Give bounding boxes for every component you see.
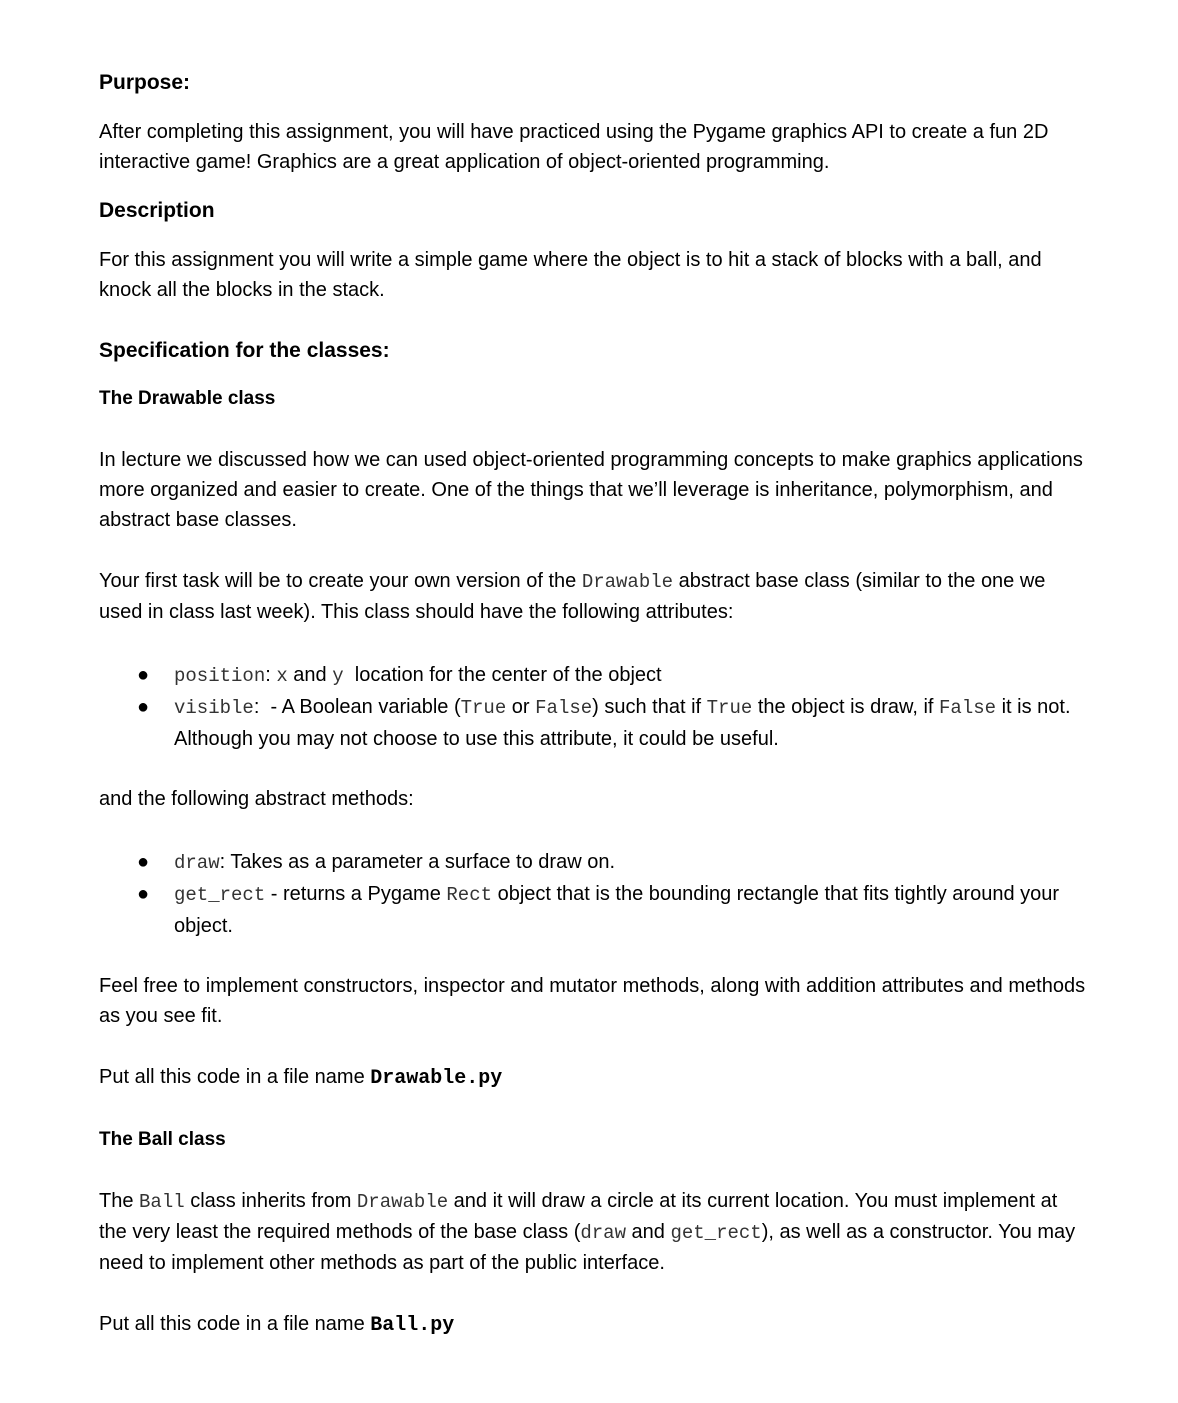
list-item-draw [99,847,1089,879]
attr-position-and: and [287,664,333,686]
methods-intro: and the following abstract methods: [99,788,414,810]
attr-visible-text-1: : - A Boolean variable ( [253,696,461,718]
attr-visible-text-3: ) such that if [592,696,707,718]
ball-code-ball: Ball [139,1191,185,1213]
ball-code-get-rect: get_rect [670,1222,762,1244]
method-get-rect-name: get_rect [174,884,266,906]
list-item-visible [99,692,1089,755]
drawable-file-paragraph [99,1062,1089,1094]
method-get-rect-text-2: object that is the bounding rectangle that fits tightly around your object. [174,883,1060,937]
attr-position-y: y [332,665,344,687]
feel-free-paragraph: Feel free to implement constructors, inspector and mutator methods, along with addition attributes and methods as you see fit. [99,975,1086,1027]
attr-position-sep: : [265,664,277,686]
ball-text-1: The [99,1190,140,1212]
ball-text-5: ), as well as a constructor. You may need to implement other methods as part of the public interface. [99,1221,1076,1274]
attr-visible-text-2: or [506,696,536,718]
method-draw-text: : Takes as a parameter a surface to draw on. [219,851,615,873]
purpose-text: After completing this assignment, you will have practiced using the Pygame graphics API to create a fun 2D interactive game! Graphics are a great application of object-oriented programming. [99,121,1049,173]
attr-position-x: x [276,665,288,687]
description-heading: Description [99,199,215,222]
method-get-rect-text-1: - returns a Pygame [265,883,447,905]
description-text: For this assignment you will write a simple game where the object is to hit a stack of blocks with a ball, and knock all the blocks in the stack. [99,249,1042,301]
methods-list [99,847,1089,942]
bullet-icon: ● [137,851,150,873]
drawable-file-text: Put all this code in a file name [99,1066,371,1088]
task-text-before: Your first task will be to create your own version of the [99,570,582,592]
bullet-icon: ● [137,664,150,686]
task-text-after: abstract base class (similar to the one we used in class last week). This class should have the following attributes: [99,570,1046,623]
attr-visible-name: visible [174,697,254,719]
drawable-class-heading: The Drawable class [99,388,276,409]
ball-class-heading: The Ball class [99,1129,226,1150]
ball-description-paragraph [99,1186,1089,1278]
specification-heading: Specification for the classes: [99,339,390,362]
bullet-icon: ● [137,696,150,718]
document-page [99,66,1089,1341]
ball-text-3: and it will draw a circle at its current location. You must implement at the very least the required methods of the base class ( [99,1190,1058,1243]
attr-visible-text-5: it is not. Although you may not choose to use this attribute, it could be useful. [174,696,1081,750]
method-get-rect-rect: Rect [446,884,493,906]
attributes-list [99,660,1089,755]
ball-code-drawable: Drawable [356,1191,449,1213]
attr-visible-text-4: the object is draw, if [752,696,940,718]
attr-visible-false-1: False [535,697,593,719]
attr-visible-true-2: True [706,697,753,719]
ball-file-paragraph [99,1309,1089,1341]
method-draw-name: draw [174,852,220,874]
purpose-heading: Purpose: [99,71,191,94]
bullet-icon: ● [137,883,150,905]
attr-visible-true-1: True [460,697,507,719]
ball-file-text: Put all this code in a file name [99,1313,371,1335]
drawable-file-name: Drawable.py [370,1067,503,1090]
attr-visible-false-2: False [939,697,997,719]
drawable-task-paragraph [99,566,1089,627]
drawable-intro-paragraph: In lecture we discussed how we can used object-oriented programming concepts to make graphics applications more organized and easier to create. One of the things that we’ll leverage is inheritance, polymorphism, and abstract base classes. [99,449,1083,531]
ball-file-name: Ball.py [370,1314,455,1337]
attr-position-name: position [174,665,266,687]
list-item-position [99,660,1089,692]
ball-code-draw: draw [580,1222,626,1244]
ball-text-2: class inherits from [184,1190,357,1212]
attr-position-rest: location for the center of the object [343,664,662,686]
ball-text-4: and [625,1221,671,1243]
list-item-get-rect [99,879,1089,942]
task-code-drawable: Drawable [581,571,674,593]
